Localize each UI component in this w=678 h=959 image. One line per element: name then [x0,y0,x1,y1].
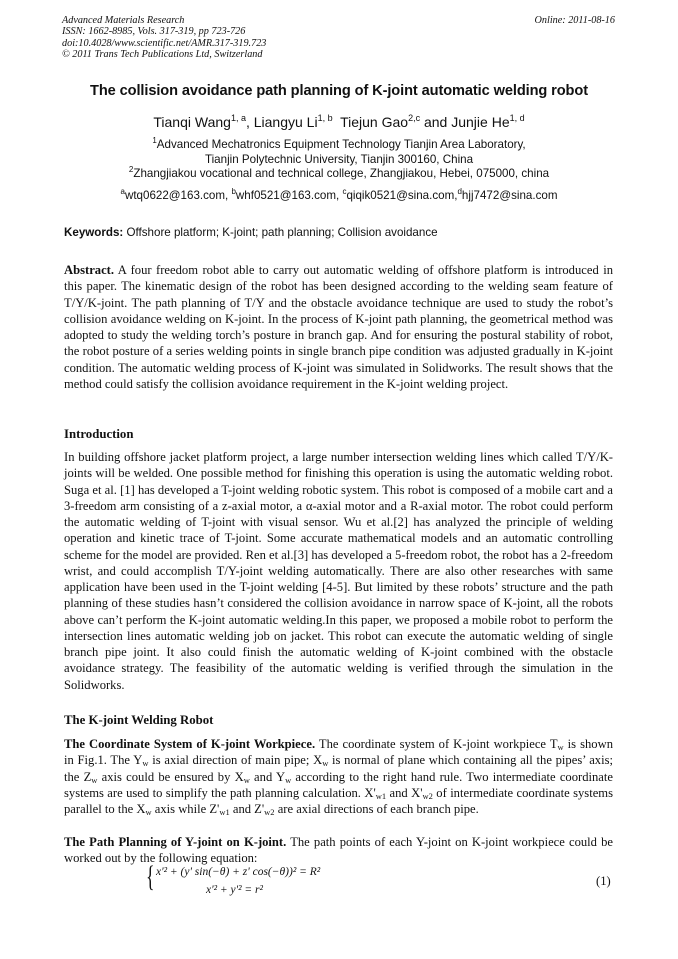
subscript: w1 [219,807,230,817]
text-run: is shown in Fig.1. The Y [64,737,613,768]
text-run: and Y [249,769,286,784]
author-affil-sup: 1, b [317,113,333,123]
author-list [40,114,638,130]
author-name: Tiejun Gao [340,114,409,130]
introduction-heading: Introduction [64,427,134,441]
text-run: is axial direction of main pipe; X [148,753,323,768]
text-run: is normal of plane which containing all the pipes’ axis; the Z [64,753,613,784]
email-list [40,189,638,202]
abstract-text: A four freedom robot able to carry out automatic welding of offshore platform is introduced in this paper. The kinematic design of the robot has been designed according to the welding seam feature of T/Y/K-joint. The path planning of T/Y and the obstacle avoidance technique are used to study the robot’s collision avoidance welding on K-joint. In the process of K-joint path planning, the geometrical method was adopted to study the welding torch’s posture in branch gap. And for ensuring the postural stability of robot, the robot posture of a series welding points in single branch pipe condition was adjusted gradually in K-joint condition. The automatic welding process of K-joint was simulated in Solidworks. The result shows that the method could satisfy the collision avoidance requirement in the K-joint welding project. [64,263,613,391]
affil-text: Zhangjiakou vocational and technical college, Zhangjiakou, Hebei, 075000, china [133,167,550,180]
equation-1 [146,860,406,902]
path-planning-text: The path points of each Y-joint on K-joint workpiece could be worked out by the following equation: [64,835,613,866]
introduction-paragraph: In building offshore jacket platform project, a large number intersection welding lines which called T/Y/K-joints will be welded. One possible method for finishing this operation is using the automatic welding robot. Suga et al. [1] has developed a T-joint welding robotic system. This robot is composed of a mobile cart and a 3-freedom arm consisting of a z-axial motor, a α-axial motor and a R-axial motor. The robot could perform the automatic welding of T-joint with visual sensor. Wu et al.[2] has analyzed the principle of welding operation and kinetic trace of T-joint. Some accurate mathematical models and an automatic controlling scheme for the model are provided. Ren et al.[3] has developed a 5-freedom robot, the robot has a 2-freedom wrist, and could accomplish T/Y-joint welding automatically. There are also other researches with same application have been used in the T-joint welding [4-5]. But limited by these robots’ structure and the path planning of these studies hasn’t considered the collision avoidance in narrow space of K-joint, all the robots above can’t perform the K-joint automatic welding.In this paper, we proposed a mobile robot to perform the intersection lines automatic welding job on jacket. This robot can execute the automatic welding of single branch pipe joint. It also could finish the automatic welding of K-joint combined with the obstacle avoidance strategy. The feasibility of the automatic welding is verified through the simulation in the Solidworks. [64,450,613,692]
subscript: w [243,774,250,785]
author-affil-sup: 1, a [230,113,246,123]
online-date: Online: 2011-08-16 [534,15,615,26]
author-affil-sup: 1, d [509,113,525,123]
equation-line-1: x'² + (y' sin(−θ) + z' cos(−θ))² = R² [156,866,321,878]
text-run: and X' [386,785,423,800]
text-run: according to the right hand rule. Two intermediate coordinate systems are used to simplify the path planning calculation. X' [64,769,613,800]
subscript: w [285,774,292,785]
text-run: of intermediate coordinate systems parallel to the X [64,785,613,816]
author-sep [333,114,341,130]
path-planning-label: The Path Planning of Y-joint on K-joint. [64,835,287,849]
subscript: w [91,774,98,785]
text-run: axis could be ensured by X [97,769,244,784]
text-run: axis while Z' [151,802,220,816]
email-address[interactable]: hjj7472@sina.com [461,189,558,202]
affil-text: Advanced Mechatronics Equipment Technology Tianjin Area Laboratory, [156,138,526,151]
email-sup: c [342,187,347,196]
author-sep: and [420,114,452,130]
keywords-label: Keywords: [64,226,124,239]
section-heading-k-joint-robot: The K-joint Welding Robot [64,713,214,727]
journal-header [62,15,442,61]
coordinate-system-label: The Coordinate System of K-joint Workpiece. [64,737,316,751]
keywords-text: Offshore platform; K-joint; path planning; Collision avoidance [123,226,438,239]
doi-line: doi:10.4028/www.scientific.net/AMR.317-319.723 [62,37,267,49]
subscript: w1 [375,790,387,801]
author-name: Tianqi Wang [153,114,231,130]
subscript: w [145,807,152,817]
affil-number: 1 [152,136,157,145]
abstract-label: Abstract. [64,263,115,277]
equation-brace: { [146,860,155,893]
paper-title: The collision avoidance path planning of K-joint automatic welding robot [90,83,588,99]
subscript: w2 [264,807,275,817]
keywords [64,226,624,239]
subscript: w [142,758,149,769]
text-run: are axial directions of each branch pipe. [274,802,479,816]
equation-number: (1) [596,874,611,888]
email-sup: b [231,187,236,196]
affiliation-2 [40,167,638,180]
author-name: Junjie He [451,114,510,130]
equation-line-2: x'² + y'² = r² [206,884,263,896]
coordinate-system-paragraph [64,736,613,817]
affiliation-1-line-2: Tianjin Polytechnic University, Tianjin 300160, China [204,153,474,166]
email-sup: d [457,187,462,196]
affiliation-1-line-1 [40,138,638,151]
author-name: Liangyu Li [253,114,318,130]
author-affil-sup: 2,c [408,113,421,123]
email-sup: a [120,187,125,196]
email-address[interactable]: wtq0622@163.com, [124,189,232,202]
copyright-line: © 2011 Trans Tech Publications Ltd, Switzerland [62,49,263,61]
author-sep: , [245,114,254,130]
text-run: and Z' [229,802,265,816]
abstract-paragraph [64,262,613,392]
issn-line: ISSN: 1662-8985, Vols. 317-319, pp 723-726 [62,26,246,38]
journal-name: Advanced Materials Research [62,15,185,26]
subscript: w [322,758,329,769]
affil-number: 2 [128,165,134,174]
text-run: The coordinate system of K-joint workpiece T [315,737,558,751]
email-address[interactable]: qiqik0521@sina.com, [346,189,458,202]
email-address[interactable]: whf0521@163.com, [235,189,343,202]
subscript: w [557,742,564,752]
subscript: w2 [422,790,433,801]
